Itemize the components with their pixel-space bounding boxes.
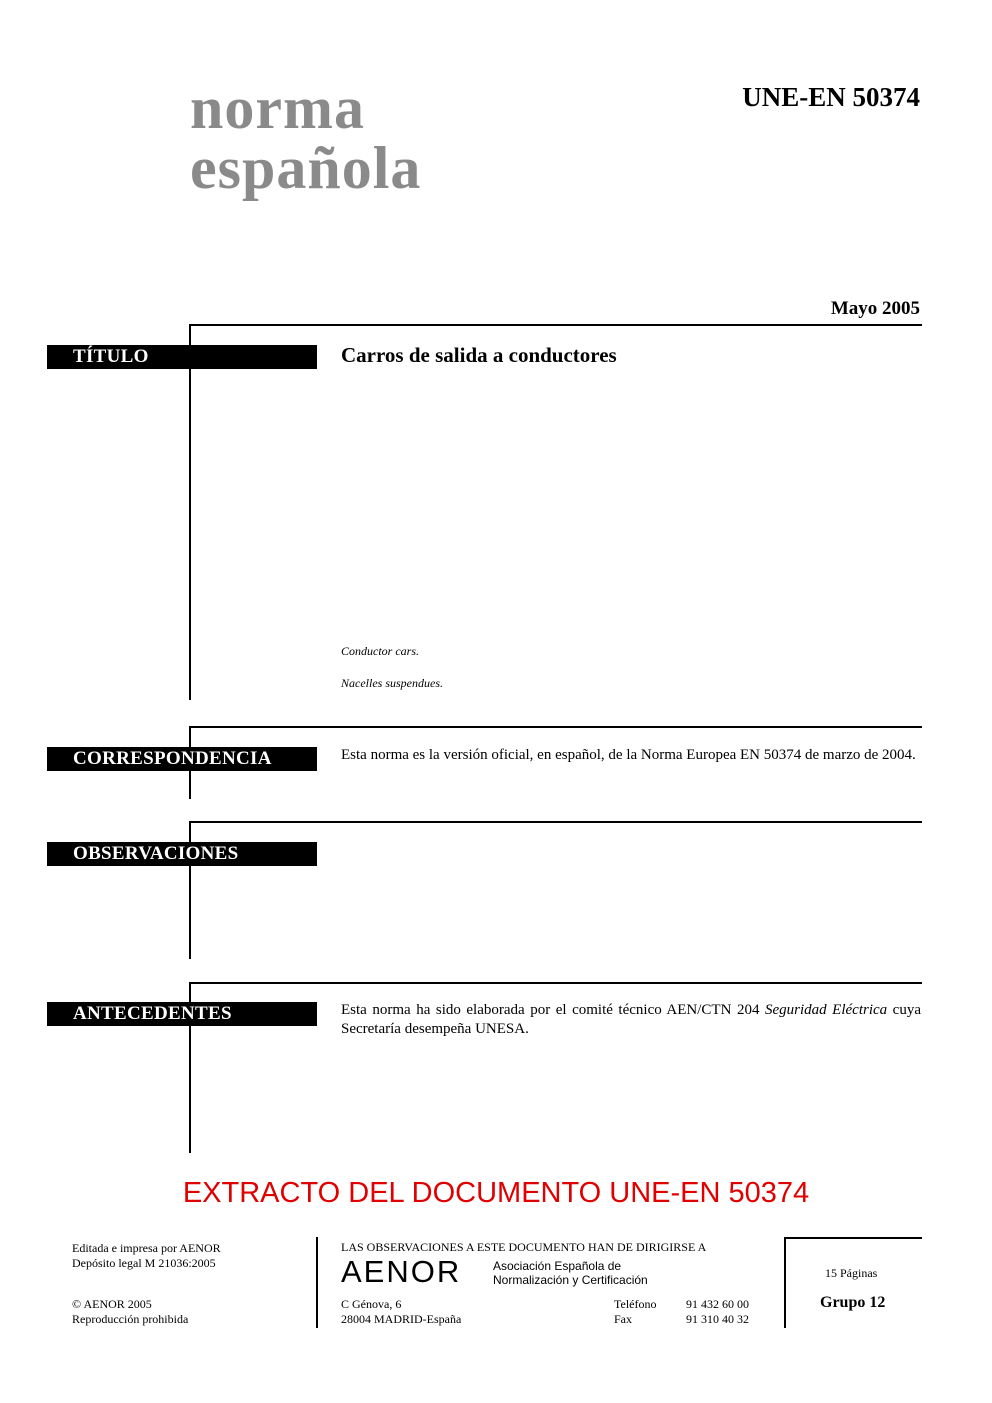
correspondencia-top-rule — [189, 726, 922, 728]
footer-copyright: © AENOR 2005 — [72, 1297, 152, 1311]
aenor-name-line-1: Asociación Española de — [493, 1259, 622, 1273]
footer-edited: Editada e impresa por AENOR — [72, 1241, 221, 1255]
phone-label: Teléfono — [614, 1297, 657, 1311]
observaciones-label: OBSERVACIONES — [47, 842, 317, 866]
antecedentes-text-end: cuya Secretaría desempeña UNESA. — [341, 1002, 921, 1037]
publication-date: Mayo 2005 — [830, 298, 920, 319]
footer-deposit: Depósito legal M 21036:2005 — [72, 1256, 216, 1270]
correspondencia-label: CORRESPONDENCIA — [47, 747, 317, 771]
aenor-logo: AENOR — [341, 1254, 462, 1289]
footer-box-top-rule — [784, 1237, 922, 1239]
fax-label: Fax — [614, 1312, 632, 1326]
aenor-name-line-2: Normalización y Certificación — [493, 1273, 648, 1287]
antecedentes-text — [341, 1001, 921, 1039]
titulo-label: TÍTULO — [47, 345, 317, 369]
footer-reproduction: Reproducción prohibida — [72, 1312, 189, 1326]
title-french: Nacelles suspendues. — [341, 676, 443, 690]
address-line-2: 28004 MADRID-España — [341, 1312, 462, 1326]
correspondencia-text: Esta norma es la versión oficial, en español, de la Norma Europea EN 50374 de marzo de 2004. — [341, 747, 916, 763]
fax-number: 91 310 40 32 — [686, 1312, 749, 1326]
observations-notice: LAS OBSERVACIONES A ESTE DOCUMENTO HAN DE DIRIGIRSE A — [341, 1240, 707, 1254]
antecedentes-committee-name: Seguridad Eléctrica — [764, 1002, 888, 1018]
address-line-1: C Génova, 6 — [341, 1297, 402, 1311]
brand-line-1: norma — [190, 75, 365, 141]
footer-divider-left — [316, 1237, 318, 1328]
phone-number: 91 432 60 00 — [686, 1297, 749, 1311]
price-group: Grupo 12 — [820, 1294, 886, 1311]
titulo-top-rule — [189, 324, 922, 326]
page-count: 15 Páginas — [825, 1266, 878, 1280]
standard-code: UNE-EN 50374 — [742, 82, 920, 112]
antecedentes-text-start: Esta norma ha sido elaborada por el comité técnico AEN/CTN 204 — [341, 1002, 765, 1018]
title-english: Conductor cars. — [341, 644, 419, 658]
antecedentes-label: ANTECEDENTES — [47, 1002, 317, 1026]
extract-notice: EXTRACTO DEL DOCUMENTO UNE-EN 50374 — [182, 1177, 810, 1209]
antecedentes-top-rule — [189, 982, 922, 984]
observaciones-top-rule — [189, 821, 922, 823]
footer-divider-right — [784, 1237, 786, 1328]
document-title: Carros de salida a conductores — [341, 343, 617, 367]
brand-line-2: española — [190, 135, 422, 201]
titulo-side-rule — [189, 324, 191, 700]
aenor-full-name — [493, 1259, 648, 1287]
brand-title — [190, 75, 422, 201]
